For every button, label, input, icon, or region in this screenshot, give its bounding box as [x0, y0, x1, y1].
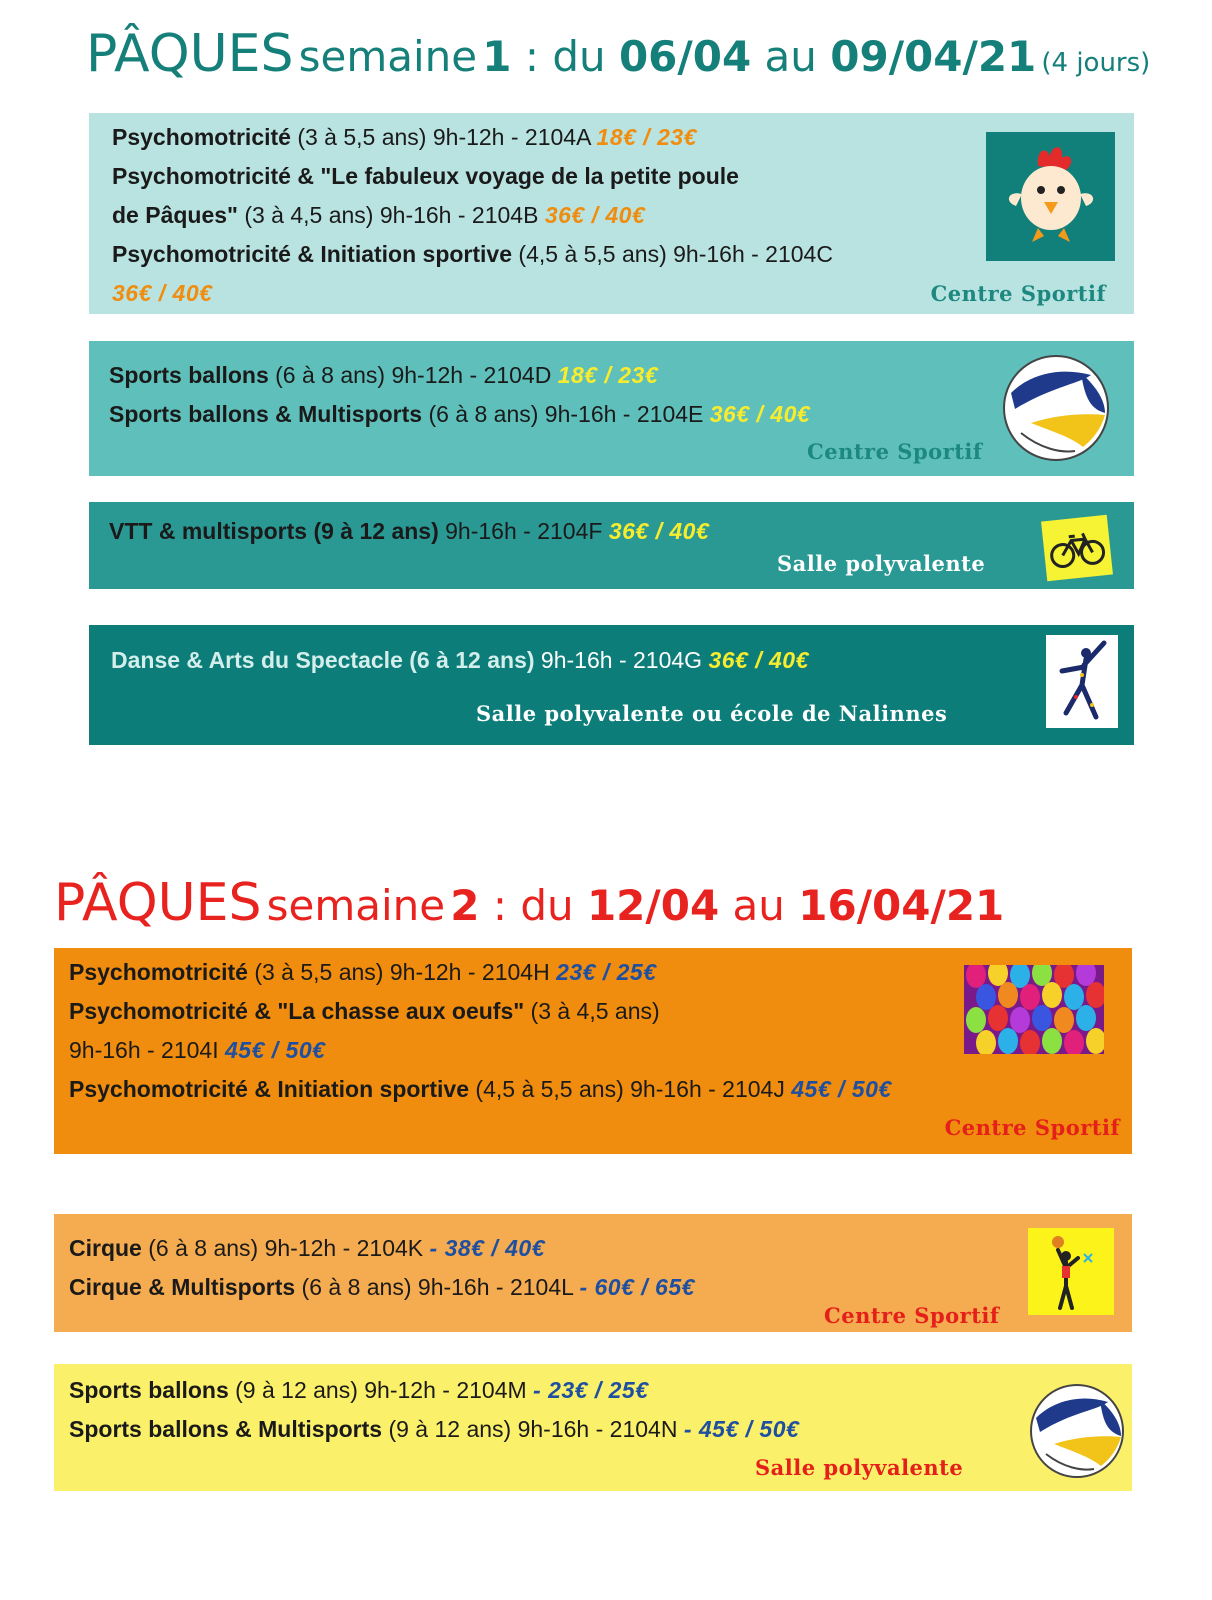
activity-price: 45€ / 50€ [791, 1076, 892, 1102]
activity-line [112, 123, 697, 151]
week2-title-semaine: semaine [266, 881, 446, 930]
activity-price: 36€ / 40€ [112, 280, 213, 306]
activity-price: 36€ / 40€ [709, 401, 811, 427]
dancer-icon [1046, 635, 1118, 728]
week1-box-sports-ballons [89, 341, 1134, 476]
activity-details: 9h-16h - 2104I [69, 1037, 226, 1063]
activity-name: Sports ballons [69, 1377, 229, 1403]
week1-title-word: PÂQUES [86, 24, 294, 84]
activity-name: Sports ballons & Multisports [69, 1416, 383, 1442]
week1-box-danse [89, 625, 1134, 745]
activity-price: - 45€ / 50€ [683, 1416, 800, 1442]
location-label: Salle polyvalente ou école de Nalinnes [476, 701, 948, 726]
week2-title-au: au [719, 881, 799, 930]
activity-name: de Pâques" [112, 202, 238, 228]
activity-line [112, 162, 739, 190]
activity-price: 36€ / 40€ [608, 518, 710, 544]
week1-title-from: 06/04 [618, 32, 752, 81]
activity-details: (6 à 8 ans) 9h-12h - 2104K [141, 1235, 430, 1261]
activity-line [112, 279, 212, 307]
activity-name: Psychomotricité & "Le fabuleux voyage de la petite poule [112, 163, 739, 189]
activity-details: (3 à 5,5 ans) 9h-12h - 2104H [247, 959, 557, 985]
activity-line [109, 361, 658, 389]
activity-name: VTT & multisports (9 à 12 ans) [109, 518, 439, 544]
activity-name: Psychomotricité & Initiation sportive [112, 241, 513, 267]
activity-name: Sports ballons & Multisports [109, 401, 423, 427]
activity-line [69, 1415, 799, 1443]
activity-name: Cirque & Multisports [69, 1274, 296, 1300]
volleyball-icon [1028, 1382, 1126, 1480]
activity-line [109, 517, 709, 545]
week2-title-sep: : du [479, 881, 587, 930]
activity-name: Cirque [69, 1235, 142, 1261]
week1-title-to: 09/04/21 [830, 32, 1037, 81]
activity-details: (6 à 8 ans) 9h-16h - 2104L [295, 1274, 580, 1300]
activity-line [69, 1234, 545, 1262]
bicycle-icon [1041, 515, 1113, 582]
activity-details: (6 à 8 ans) 9h-12h - 2104D [268, 362, 558, 388]
activity-name: Psychomotricité [69, 959, 248, 985]
activity-details: 9h-16h - 2104F [438, 518, 609, 544]
activity-line [69, 997, 660, 1025]
volleyball-icon [1001, 353, 1111, 463]
week2-title [54, 873, 1005, 933]
activity-details: (4,5 à 5,5 ans) 9h-16h - 2104J [469, 1076, 792, 1102]
activity-details: (3 à 4,5 ans) 9h-16h - 2104B [237, 202, 545, 228]
location-label: Centre Sportif [807, 439, 983, 464]
activity-details: (3 à 4,5 ans) [524, 998, 660, 1024]
week2-title-to: 16/04/21 [798, 881, 1005, 930]
week2-title-num: 2 [450, 881, 480, 930]
activity-details: (3 à 5,5 ans) 9h-12h - 2104A [290, 124, 597, 150]
week2-box-psychomotricite [54, 948, 1132, 1154]
activity-name: Danse & Arts du Spectacle (6 à 12 ans) [111, 647, 535, 673]
week1-title-semaine: semaine [298, 32, 478, 81]
activity-line [69, 1376, 649, 1404]
activity-name: Psychomotricité & "La chasse aux oeufs" [69, 998, 525, 1024]
week1-box-psychomotricite [89, 113, 1134, 314]
week2-box-sports-ballons [54, 1364, 1132, 1491]
chick-icon [986, 132, 1115, 261]
week2-title-word: PÂQUES [54, 873, 262, 933]
week2-title-from: 12/04 [586, 881, 720, 930]
location-label: Salle polyvalente [755, 1455, 964, 1480]
location-label: Centre Sportif [930, 281, 1106, 306]
activity-price: 18€ / 23€ [596, 124, 697, 150]
week1-box-vtt [89, 502, 1134, 589]
activity-details: (9 à 12 ans) 9h-16h - 2104N [382, 1416, 684, 1442]
activity-name: Psychomotricité [112, 124, 291, 150]
activity-line [69, 1075, 892, 1103]
activity-line [109, 400, 810, 428]
location-label: Salle polyvalente [777, 551, 986, 576]
activity-line [69, 1273, 695, 1301]
week1-title-note: (4 jours) [1041, 48, 1151, 78]
week1-title [86, 24, 1151, 84]
activity-price: - 38€ / 40€ [429, 1235, 545, 1261]
activity-line [112, 240, 833, 268]
activity-line [69, 1036, 325, 1064]
location-label: Centre Sportif [824, 1303, 1000, 1328]
activity-price: 45€ / 50€ [225, 1037, 326, 1063]
activity-price: 36€ / 40€ [708, 647, 809, 673]
activity-name: Sports ballons [109, 362, 269, 388]
week1-title-au: au [751, 32, 831, 81]
easter-eggs-icon [964, 965, 1104, 1054]
activity-price: 18€ / 23€ [557, 362, 659, 388]
activity-price: 36€ / 40€ [544, 202, 646, 228]
activity-price: 23€ / 25€ [556, 959, 657, 985]
location-label: Centre Sportif [944, 1115, 1120, 1140]
activity-price: - 60€ / 65€ [579, 1274, 695, 1300]
activity-name: Psychomotricité & Initiation sportive [69, 1076, 470, 1102]
activity-line [112, 201, 645, 229]
activity-details: (9 à 12 ans) 9h-12h - 2104M [228, 1377, 534, 1403]
activity-details: (6 à 8 ans) 9h-16h - 2104E [422, 401, 710, 427]
activity-details: 9h-16h - 2104G [534, 647, 709, 673]
activity-details: (4,5 à 5,5 ans) 9h-16h - 2104C [512, 241, 833, 267]
week1-title-num: 1 [482, 32, 512, 81]
activity-price: - 23€ / 25€ [533, 1377, 649, 1403]
juggler-icon [1028, 1228, 1114, 1315]
activity-line [111, 646, 809, 674]
week2-box-cirque [54, 1214, 1132, 1332]
week1-title-sep: : du [511, 32, 619, 81]
activity-line [69, 958, 657, 986]
